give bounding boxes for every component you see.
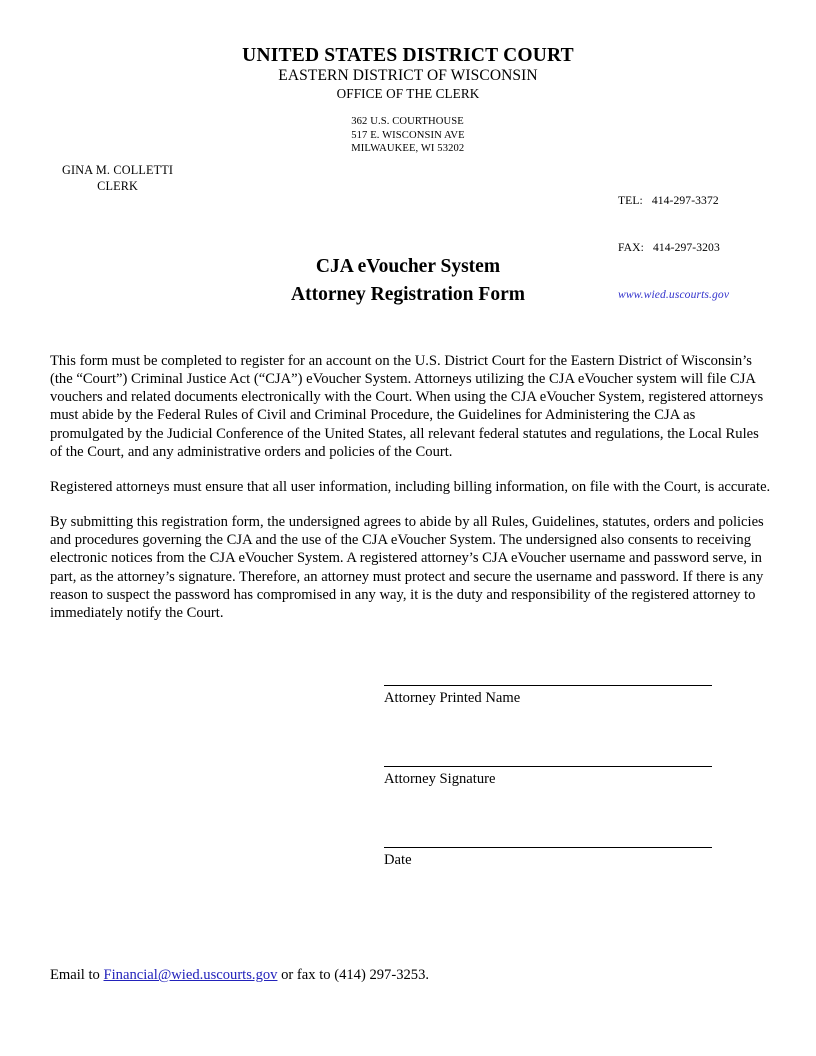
field-attorney-printed-name[interactable] <box>384 685 714 708</box>
footer-instructions <box>50 966 429 984</box>
footer-prefix: Email to <box>50 967 104 983</box>
page-title <box>0 253 816 308</box>
footer-suffix: or fax to (414) 297-3253. <box>277 967 430 983</box>
body-paragraph-2: Registered attorneys must ensure that all user information, including billing information, on file with the Court, is accurate. <box>50 478 771 495</box>
office-name: OFFICE OF THE CLERK <box>336 85 480 101</box>
address-line-2: 517 E. WISCONSIN AVE <box>351 129 465 141</box>
clerk-name: GINA M. COLLETTI <box>62 163 174 177</box>
field-attorney-signature[interactable] <box>384 766 714 789</box>
court-website-link[interactable]: www.wied.uscourts.gov <box>618 288 730 302</box>
financial-email-link[interactable]: Financial@wied.uscourts.gov <box>103 967 278 983</box>
letterhead <box>0 44 816 156</box>
field-label: Attorney Signature <box>384 770 496 787</box>
field-label: Date <box>384 851 412 868</box>
field-label: Attorney Printed Name <box>384 690 521 706</box>
clerk-block <box>62 162 173 194</box>
address-line-1: 362 U.S. COURTHOUSE <box>351 116 464 128</box>
field-date[interactable] <box>384 847 714 870</box>
address-line-3: MILWAUKEE, WI 53202 <box>351 143 465 155</box>
district-name: EASTERN DISTRICT OF WISCONSIN <box>278 67 538 84</box>
body-paragraph-1: This form must be completed to register for an account on the U.S. District Court for the Eastern District of Wisconsin’s (the “Court”) Criminal Justice Act (“CJA”) eVoucher System. Attorneys utilizing the CJA eVoucher system will file CJA vouchers and related documents electronically with the Court. When using the CJA eVoucher System, registered attorneys must abide by the Federal Rules of Civil and Criminal Procedure, the Guidelines for Administering the CJA as promulgated by the Judicial Conference of the United States, all relevant federal statutes and regulations, the Local Rules of the Court, and any administrative orders and policies of the Court. <box>50 353 764 460</box>
body-copy <box>50 352 771 639</box>
court-address <box>351 115 464 156</box>
signature-area <box>384 685 714 869</box>
page-title-line-1: CJA eVoucher System <box>315 256 501 277</box>
body-paragraph-3: By submitting this registration form, the undersigned agrees to abide by all Rules, Guidelines, statutes, orders and policies and procedures governing the CJA and the use of the CJA eVoucher System. The undersigned also consents to receiving electronic notices from the CJA eVoucher System. A registered attorney’s CJA eVoucher username and password serve, in part, as the attorney’s signature. Therefore, an attorney must protect and secure the username and password. If there is any reason to suspect the password has compromised in any way, it is the duty and responsibility of the registered attorney to immediately notify the Court. <box>50 514 764 621</box>
fax-number: FAX: 414-297-3203 <box>618 241 720 255</box>
clerk-title: CLERK <box>97 179 139 194</box>
court-name: UNITED STATES DISTRICT COURT <box>242 45 574 66</box>
telephone-number: TEL: 414-297-3372 <box>618 194 719 208</box>
page-title-line-2: Attorney Registration Form <box>291 283 525 305</box>
